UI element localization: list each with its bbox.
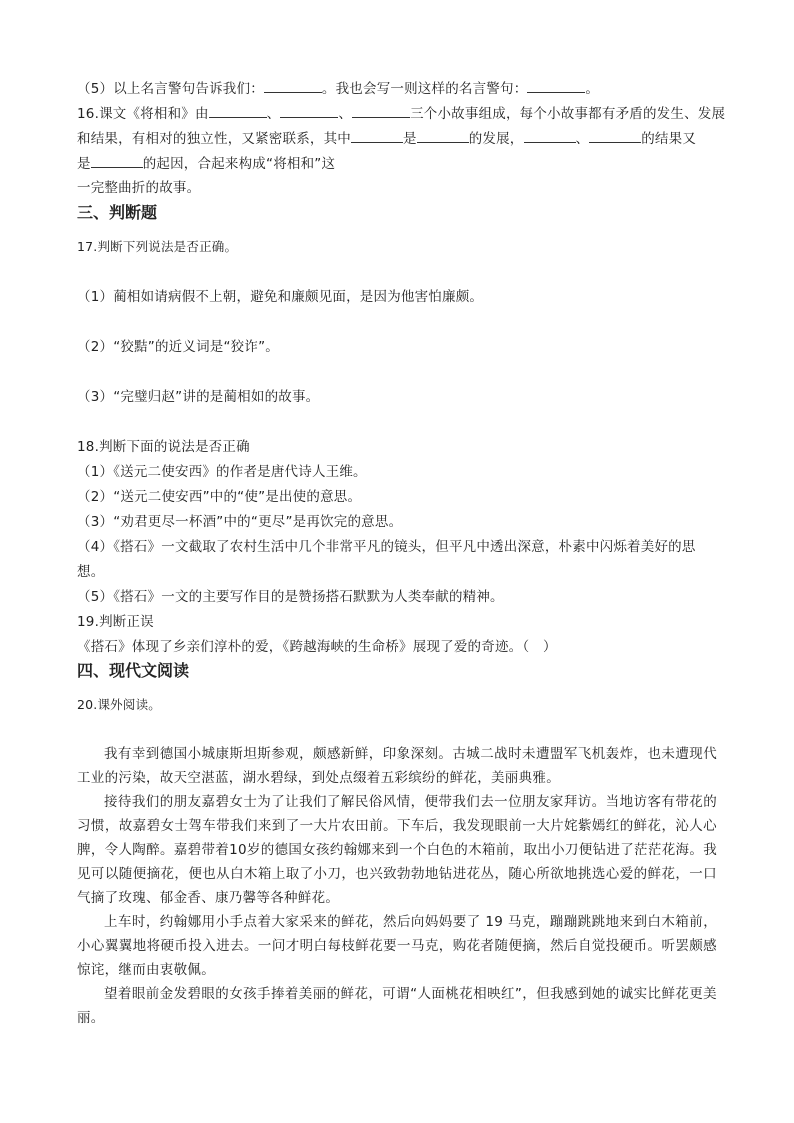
answer-blank[interactable] — [417, 128, 469, 143]
q16-text: 、 — [338, 106, 353, 122]
reading-paragraph-2: 接待我们的朋友嘉碧女士为了让我们了解民俗风情，便带我们去一位朋友家拜访。当地访客有带花的习惯，故嘉碧女士驾车带我们来到了一大片农田前。下车后，我发现眼前一大片姹紫嫣红的鲜花，沁人心脾，令人陶醉。嘉碧带着10岁的德国女孩约翰娜来到一个白色的木箱前，取出小刀便钻进了茫茫花海。我见可以随便摘花，便也从白木箱上取了小刀，也兴致勃勃地钻进花丛，随心所欲地挑选心爱的鲜花，一口气摘了玫瑰、郁金香、康乃馨等各种鲜花。 — [77, 794, 717, 906]
reading-paragraph-4: 望着眼前金发碧眼的女孩手捧着美丽的鲜花，可谓“人面桃花相映红”，但我感到她的诚实比鲜花更美丽。 — [77, 986, 717, 1026]
q17-item-2: （2）“狡黠”的近义词是“狡诈”。 — [77, 339, 279, 355]
q19-title: 19.判断正误 — [77, 614, 154, 630]
section-heading-reading: 四、现代文阅读 — [77, 661, 190, 680]
q16-text: 三个小故事组成，每个小故事都有矛盾的发生、发展 — [410, 106, 726, 122]
q18-item-4: （4）《搭石》一文截取了农村生活中几个非常平凡的镜头，但平凡中透出深意，朴素中闪烁着美好的思 — [77, 539, 696, 555]
q16-line-4: 一完整曲折的故事。 — [77, 180, 201, 196]
answer-blank[interactable] — [209, 103, 267, 118]
q18-item-1: （1）《送元二使安西》的作者是唐代诗人王维。 — [77, 464, 367, 480]
answer-blank[interactable] — [280, 103, 338, 118]
q16-text: 是 — [77, 156, 91, 172]
q19-statement: 《搭石》体现了乡亲们淳朴的爱，《跨越海峡的生命桥》展现了爱的奇迹。（ ） — [77, 639, 557, 655]
answer-blank[interactable] — [527, 78, 585, 93]
q16-text: 和结果，有相对的独立性，又紧密联系，其中 — [77, 131, 351, 147]
q15-5-text-c: 。 — [585, 81, 600, 97]
answer-blank[interactable] — [351, 128, 403, 143]
q16-line-1 — [77, 103, 726, 124]
q17-item-1: （1）蔺相如请病假不上朝，避免和廉颇见面，是因为他害怕廉颇。 — [77, 289, 484, 305]
reading-paragraph-1: 我有幸到德国小城康斯坦斯参观，颇感新鲜，印象深刻。古城二战时未遭盟军飞机轰炸，也未遭现代工业的污染，故天空湛蓝，湖水碧绿，到处点缀着五彩缤纷的鲜花，美丽典雅。 — [77, 746, 717, 786]
answer-blank[interactable] — [264, 78, 322, 93]
q15-5-text-a: （5）以上名言警句告诉我们： — [77, 81, 264, 97]
section-heading-judgement: 三、判断题 — [77, 203, 158, 222]
q20-title: 20.课外阅读。 — [77, 697, 161, 712]
q16-text: 、 — [575, 131, 590, 147]
q16-text: 的结果又 — [641, 131, 697, 147]
answer-blank[interactable] — [91, 153, 143, 168]
q18-item-5: （5）《搭石》一文的主要写作目的是赞扬搭石默默为人类奉献的精神。 — [77, 589, 504, 605]
q15-item-5 — [77, 78, 717, 99]
q18-item-4-cont: 想。 — [77, 564, 105, 580]
q16-text: 的发展， — [468, 131, 524, 147]
q16-line-2 — [77, 128, 717, 149]
answer-blank[interactable] — [524, 128, 576, 143]
q16-text: 是 — [403, 131, 417, 147]
q18-item-3: （3）“劝君更尽一杯酒”中的“更尽”是再饮完的意思。 — [77, 514, 403, 530]
q18-item-2: （2）“送元二使安西”中的“使”是出使的意思。 — [77, 489, 362, 505]
q16-text: 的起因，合起来构成“将相和”这 — [142, 156, 336, 172]
q15-5-text-b: 。我也会写一则这样的名言警句： — [321, 81, 528, 97]
q17-title: 17.判断下列说法是否正确。 — [77, 239, 238, 254]
answer-blank[interactable] — [352, 103, 410, 118]
q16-line-3 — [77, 153, 717, 174]
answer-blank[interactable] — [589, 128, 641, 143]
q16-text: 16.课文《将相和》由 — [77, 106, 209, 122]
q17-item-3: （3）“完璧归赵”讲的是蔺相如的故事。 — [77, 389, 320, 405]
reading-paragraph-3: 上车时，约翰娜用小手点着大家采来的鲜花，然后向妈妈要了 19 马克，蹦蹦跳跳地来到白木箱前，小心翼翼地将硬币投入进去。一问才明白每枝鲜花要一马克，购花者随便摘，然后自觉投硬币。听罢颇感惊诧，继而由衷敬佩。 — [77, 914, 717, 978]
q18-title: 18.判断下面的说法是否正确 — [77, 439, 250, 455]
q16-text: 、 — [266, 106, 281, 122]
